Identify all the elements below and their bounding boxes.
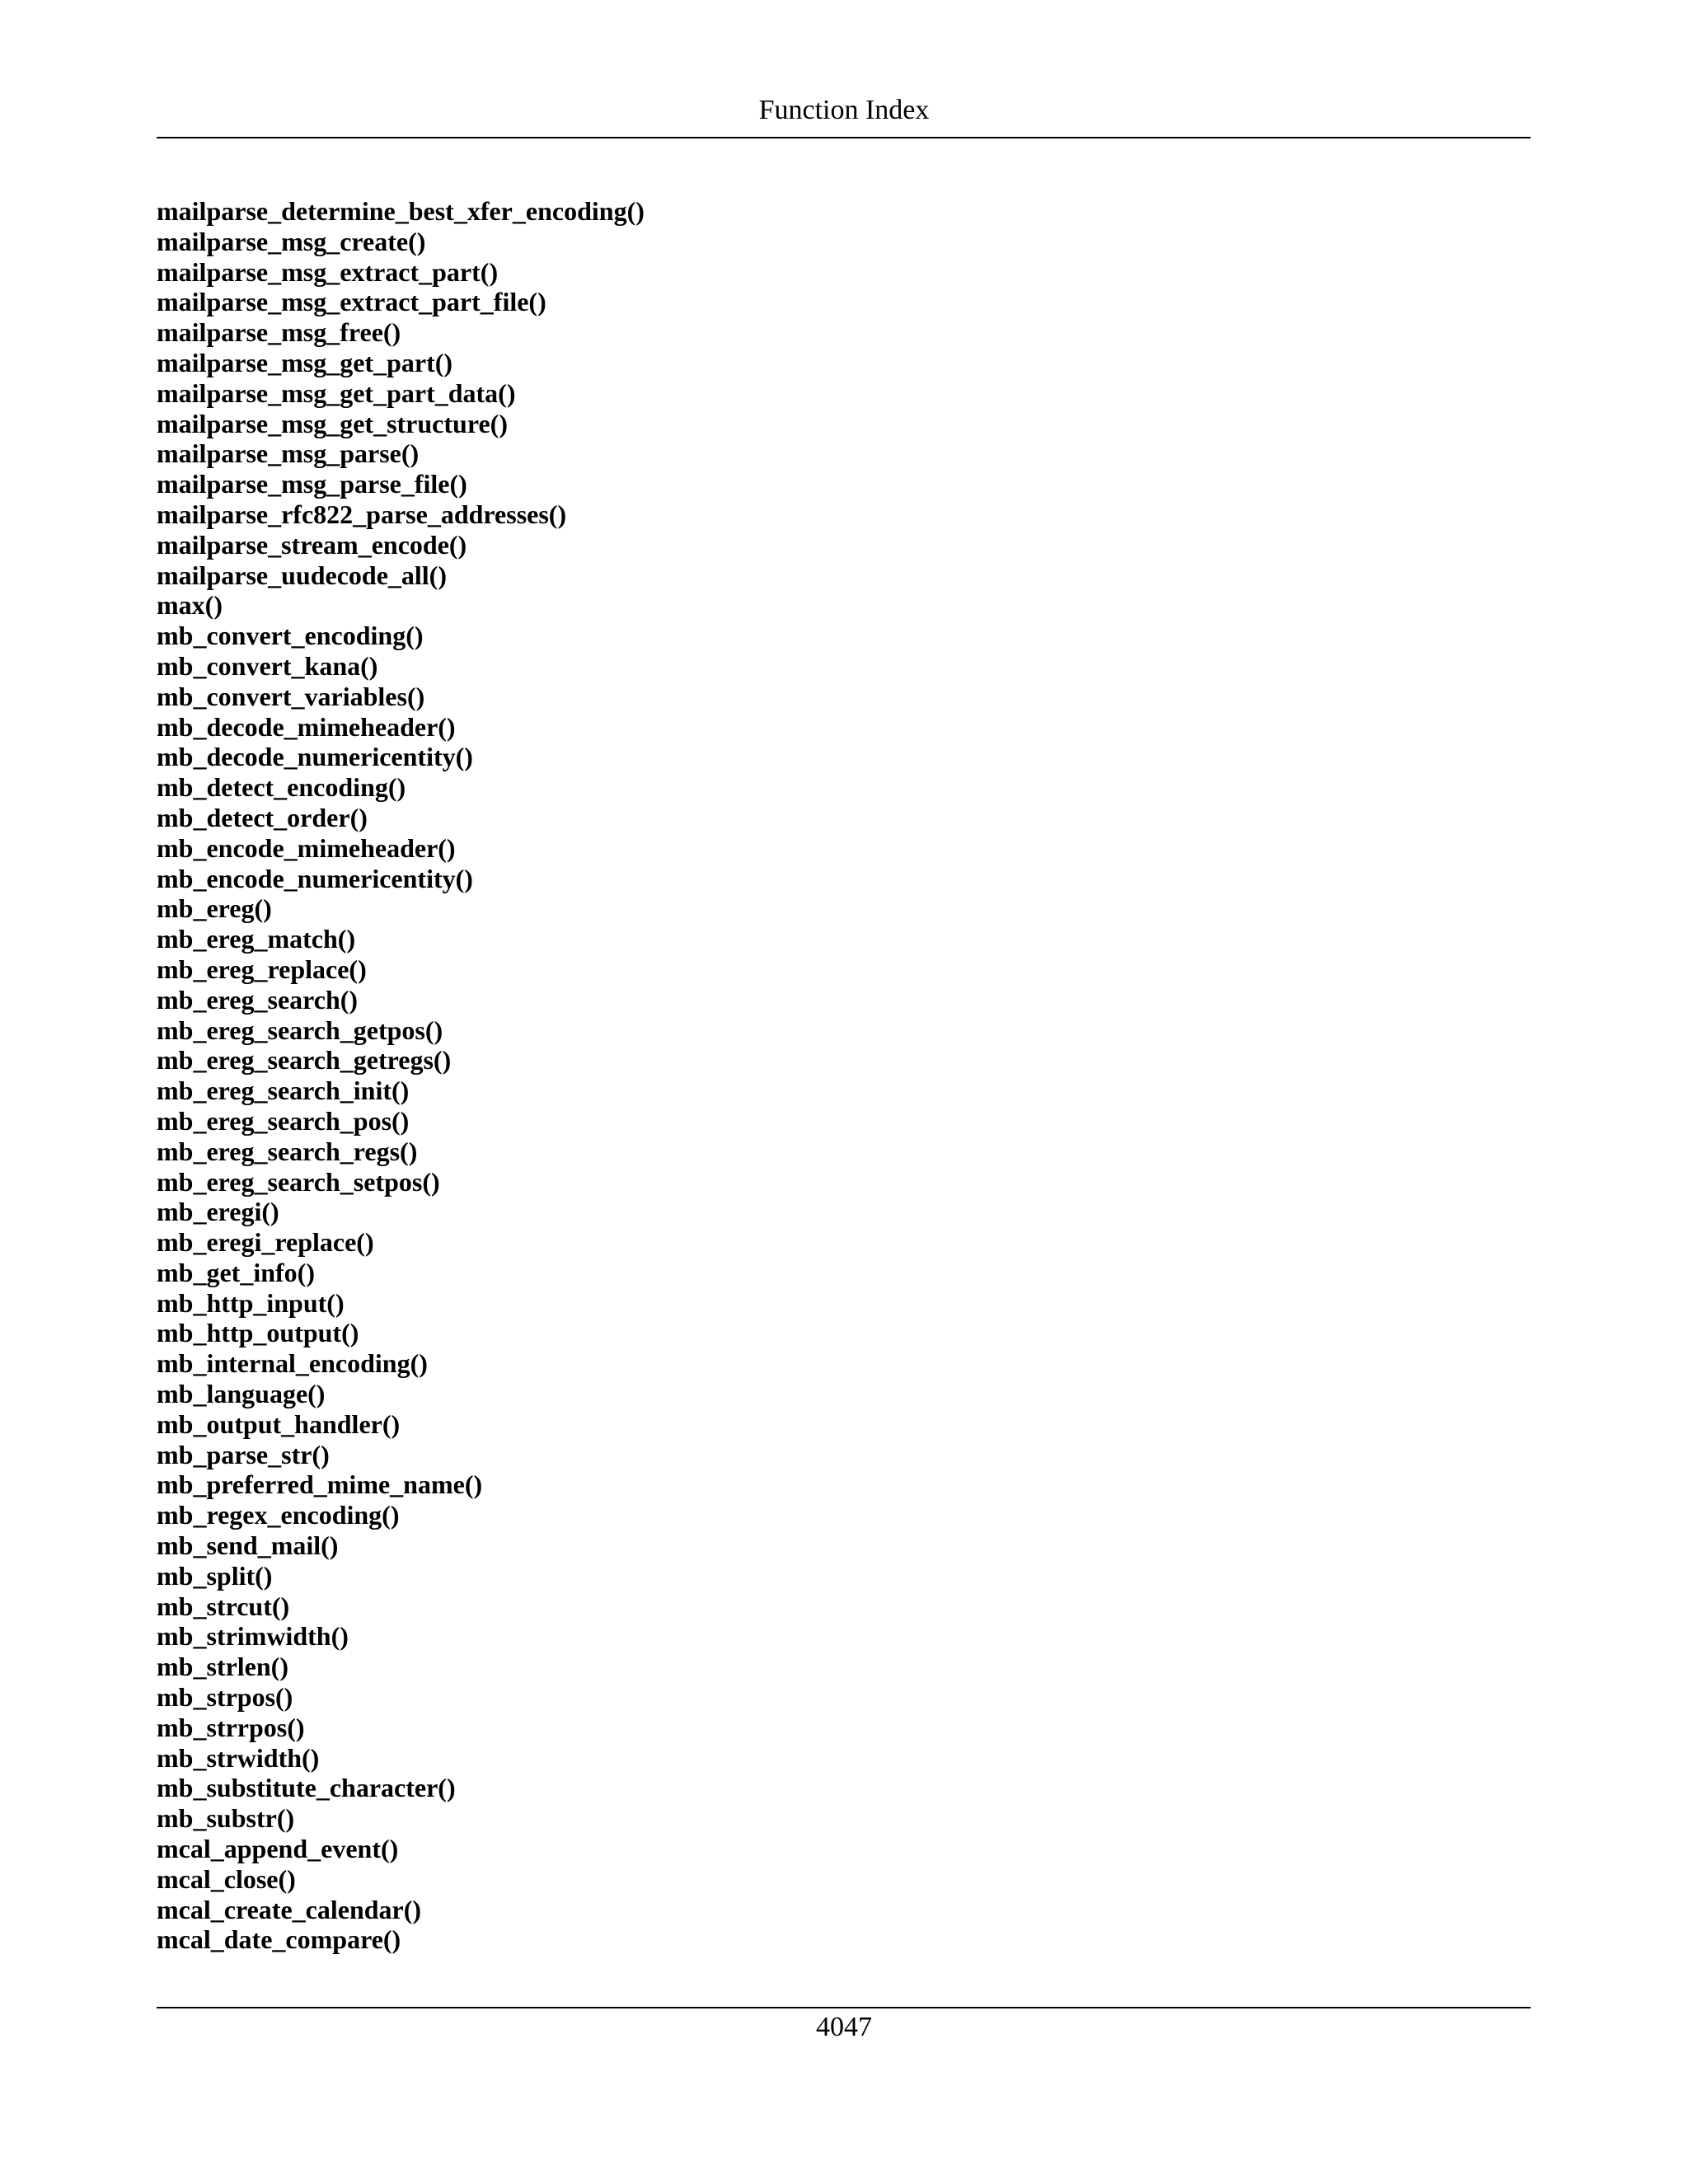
function-entry: mb_ereg_search_regs() xyxy=(157,1136,418,1166)
function-entry: mb_encode_numericentity() xyxy=(157,863,473,893)
function-index-list xyxy=(157,196,645,1955)
function-entry: mb_parse_str() xyxy=(157,1439,330,1469)
function-entry: mb_language() xyxy=(157,1379,326,1409)
function-entry: mb_decode_numericentity() xyxy=(157,742,473,772)
footer-divider xyxy=(157,2007,1531,2008)
function-entry: mb_strpos() xyxy=(157,1682,293,1713)
function-entry: mcal_append_event() xyxy=(157,1834,399,1864)
function-entry: mb_strcut() xyxy=(157,1591,290,1621)
function-entry: mb_preferred_mime_name() xyxy=(157,1469,483,1500)
function-entry: mcal_create_calendar() xyxy=(157,1894,422,1924)
function-entry: mb_eregi() xyxy=(157,1197,279,1227)
function-entry: mb_get_info() xyxy=(157,1257,315,1287)
function-entry: mb_substr() xyxy=(157,1803,295,1834)
function-entry: mailparse_msg_get_structure() xyxy=(157,408,508,438)
function-entry: mb_eregi_replace() xyxy=(157,1227,374,1258)
page-number: 4047 xyxy=(816,2012,872,2042)
header-title: Function Index xyxy=(758,95,930,125)
function-entry: mb_ereg() xyxy=(157,893,272,924)
function-entry: mailparse_msg_get_part_data() xyxy=(157,377,516,408)
function-entry: mailparse_uudecode_all() xyxy=(157,560,447,590)
function-entry: mb_ereg_search_getregs() xyxy=(157,1045,452,1076)
function-entry: max() xyxy=(157,590,223,621)
function-entry: mb_http_output() xyxy=(157,1318,359,1348)
function-entry: mailparse_msg_create() xyxy=(157,226,426,256)
function-entry: mb_decode_mimeheader() xyxy=(157,711,456,742)
function-entry: mailparse_msg_free() xyxy=(157,317,401,348)
function-entry: mb_detect_encoding() xyxy=(157,772,406,803)
function-entry: mb_convert_kana() xyxy=(157,650,378,681)
function-entry: mailparse_msg_parse() xyxy=(157,438,420,469)
function-entry: mb_detect_order() xyxy=(157,802,368,832)
function-entry: mb_ereg_match() xyxy=(157,924,356,954)
function-entry: mailparse_rfc822_parse_addresses() xyxy=(157,499,567,529)
function-entry: mailparse_msg_parse_file() xyxy=(157,469,467,499)
function-entry: mb_strrpos() xyxy=(157,1712,305,1742)
header-divider xyxy=(157,137,1531,138)
function-entry: mb_ereg_search_pos() xyxy=(157,1105,410,1136)
function-entry: mb_internal_encoding() xyxy=(157,1348,428,1379)
function-entry: mb_ereg_replace() xyxy=(157,954,367,984)
function-entry: mb_ereg_search_getpos() xyxy=(157,1015,443,1045)
function-entry: mcal_close() xyxy=(157,1863,296,1894)
function-entry: mailparse_stream_encode() xyxy=(157,529,467,560)
function-entry: mb_strwidth() xyxy=(157,1742,320,1773)
function-entry: mb_ereg_search_setpos() xyxy=(157,1166,440,1197)
function-entry: mb_substitute_character() xyxy=(157,1773,456,1803)
function-entry: mb_regex_encoding() xyxy=(157,1500,400,1530)
function-entry: mailparse_msg_extract_part() xyxy=(157,256,499,287)
function-entry: mailparse_msg_get_part() xyxy=(157,347,453,377)
function-entry: mb_output_handler() xyxy=(157,1408,401,1439)
function-entry: mcal_date_compare() xyxy=(157,1924,401,1955)
function-entry: mb_ereg_search() xyxy=(157,984,359,1015)
function-entry: mb_convert_variables() xyxy=(157,681,425,711)
function-entry: mb_split() xyxy=(157,1560,273,1591)
function-entry: mailparse_determine_best_xfer_encoding() xyxy=(157,196,645,226)
function-entry: mb_http_input() xyxy=(157,1287,345,1318)
function-entry: mb_convert_encoding() xyxy=(157,621,424,651)
function-entry: mb_encode_mimeheader() xyxy=(157,832,456,863)
function-entry: mb_strimwidth() xyxy=(157,1621,349,1652)
function-entry: mb_strlen() xyxy=(157,1652,288,1682)
function-entry: mb_send_mail() xyxy=(157,1530,339,1561)
function-entry: mailparse_msg_extract_part_file() xyxy=(157,287,546,317)
function-entry: mb_ereg_search_init() xyxy=(157,1076,410,1106)
